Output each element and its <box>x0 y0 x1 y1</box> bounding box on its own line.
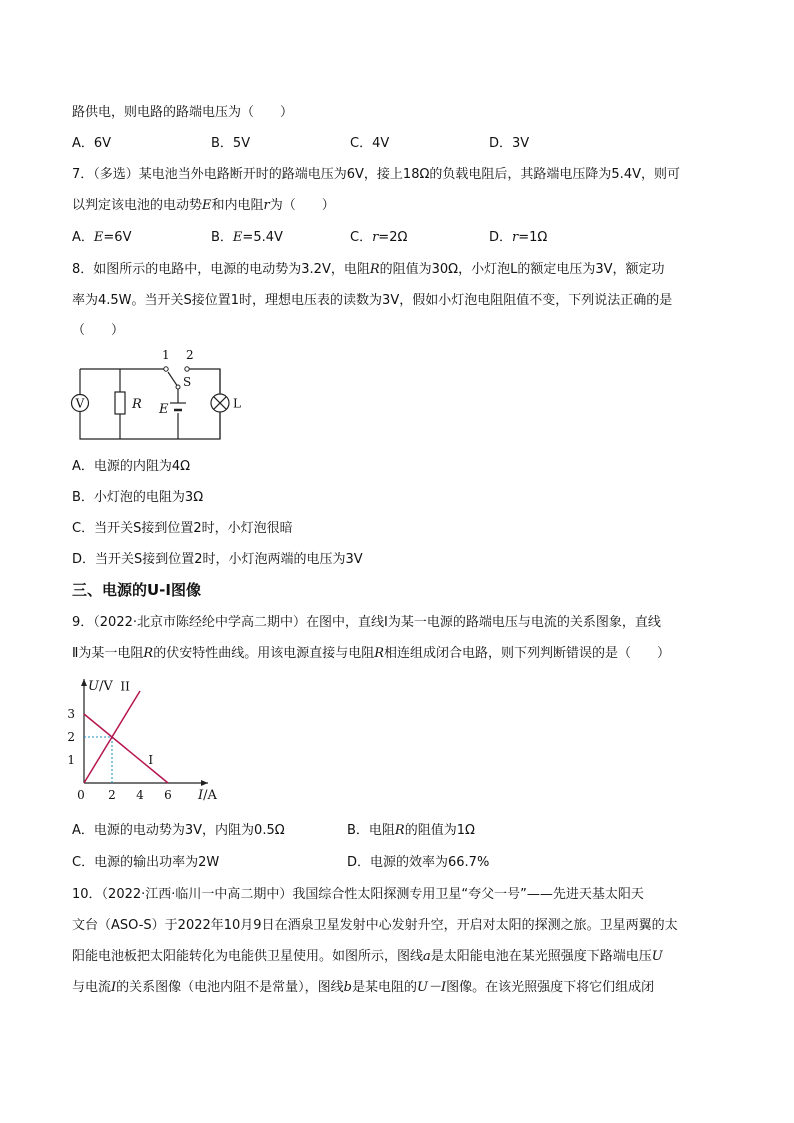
resistor-label: R <box>132 397 142 412</box>
series-line-I <box>84 714 168 783</box>
q10-line4: 与电流I的关系图像（电池内阻不是常量），图线b是某电阻的U－I图像。在该光照强度下将它们组成闭 <box>72 980 655 995</box>
q6-option-b: B．5V <box>211 136 251 151</box>
q9-option-a: A．电源的电动势为3V，内阻为0.5Ω <box>72 823 285 838</box>
q7-option-d: D．r=1Ω <box>489 230 548 245</box>
q6-option-c: C．4V <box>350 136 390 151</box>
q8-option-d: D．当开关S接到位置2时，小灯泡两端的电压为3V <box>72 552 363 567</box>
section-title: 三、电源的U-I图像 <box>72 581 201 599</box>
y-tick-label: 2 <box>67 730 75 744</box>
lamp-label: L <box>233 396 241 411</box>
q8-circuit-diagram <box>60 345 260 445</box>
x-tick-label: 6 <box>164 788 172 802</box>
q8-line2: 率为4.5W。当开关S接位置1时，理想电压表的读数为3V，假如小灯泡电阻阻值不变，下列说法正确的是 <box>72 293 673 308</box>
q7-line2: 以判定该电池的电动势E和内电阻r为（ ） <box>72 198 335 213</box>
x-tick-label: 0 <box>77 788 85 802</box>
y-tick-label: 1 <box>67 753 75 767</box>
q10-line1: 10．（2022·江西·临川一中高二期中）我国综合性太阳探测专用卫星“夸父一号”——先进天基太阳天 <box>72 887 644 902</box>
switch-contact-2 <box>185 367 189 371</box>
x-tick-label: 4 <box>136 788 144 802</box>
q6-tail: 路供电，则电路的路端电压为（ ） <box>72 105 294 120</box>
q6-option-a: A．6V <box>72 136 112 151</box>
switch-label: S <box>183 375 192 389</box>
q8-option-b: B．小灯泡的电阻为3Ω <box>72 490 204 505</box>
switch-pos2-label: 2 <box>186 348 194 362</box>
q6-option-d: D．3V <box>489 136 530 151</box>
q9-ui-chart <box>60 673 230 805</box>
y-axis-label: U/V <box>88 679 113 694</box>
switch-pos1-label: 1 <box>162 348 170 362</box>
series-label-I: I <box>148 753 154 767</box>
resistor-icon <box>115 392 125 414</box>
q7-option-c: C．r=2Ω <box>350 230 408 245</box>
x-axis-label: I/A <box>198 788 217 803</box>
q9-option-d: D．电源的效率为66.7% <box>347 855 490 870</box>
q8-line1: 8．如图所示的电路中，电源的电动势为3.2V，电阻R的阻值为30Ω，小灯泡L的额定电压为3V，额定功 <box>72 262 665 277</box>
q9-option-b: B．电阻R的阻值为1Ω <box>347 823 475 838</box>
q9-line1: 9．（2022·北京市陈经纶中学高二期中）在图中，直线Ⅰ为某一电源的路端电压与电流的关系图象，直线 <box>72 615 661 630</box>
voltmeter-label: V <box>75 396 85 411</box>
q8-option-a: A．电源的内阻为4Ω <box>72 459 191 474</box>
x-tick-label: 2 <box>108 788 116 802</box>
q7-line1: 7．（多选）某电池当外电路断开时的路端电压为6V，接上18Ω的负载电阻后，其路端电压降为5.4V，则可 <box>72 167 680 182</box>
q8-line3: （ ） <box>72 323 125 338</box>
switch-pivot <box>176 385 180 389</box>
series-label-II: II <box>120 679 130 694</box>
emf-label: E <box>159 402 169 417</box>
q9-line2: Ⅱ为某一电阻R的伏安特性曲线。用该电源直接与电阻R相连组成闭合电路，则下列判断错误的是（ ） <box>72 646 671 661</box>
q8-option-c: C．当开关S接到位置2时，小灯泡很暗 <box>72 521 293 536</box>
x-axis-arrow <box>201 780 208 786</box>
y-tick-label: 3 <box>67 707 75 721</box>
y-axis-arrow <box>81 679 87 686</box>
switch-contact-1 <box>164 367 168 371</box>
q10-line3: 阳能电池板把太阳能转化为电能供卫星使用。如图所示，图线a是太阳能电池在某光照强度下路端电压U <box>72 949 663 964</box>
q10-line2: 文台（ASO-S）于2022年10月9日在酒泉卫星发射中心发射升空，开启对太阳的探测之旅。卫星两翼的太 <box>72 918 678 933</box>
q7-option-a: A．E=6V <box>72 230 132 245</box>
q7-option-b: B．E=5.4V <box>211 230 283 245</box>
q9-option-c: C．电源的输出功率为2W <box>72 855 220 870</box>
